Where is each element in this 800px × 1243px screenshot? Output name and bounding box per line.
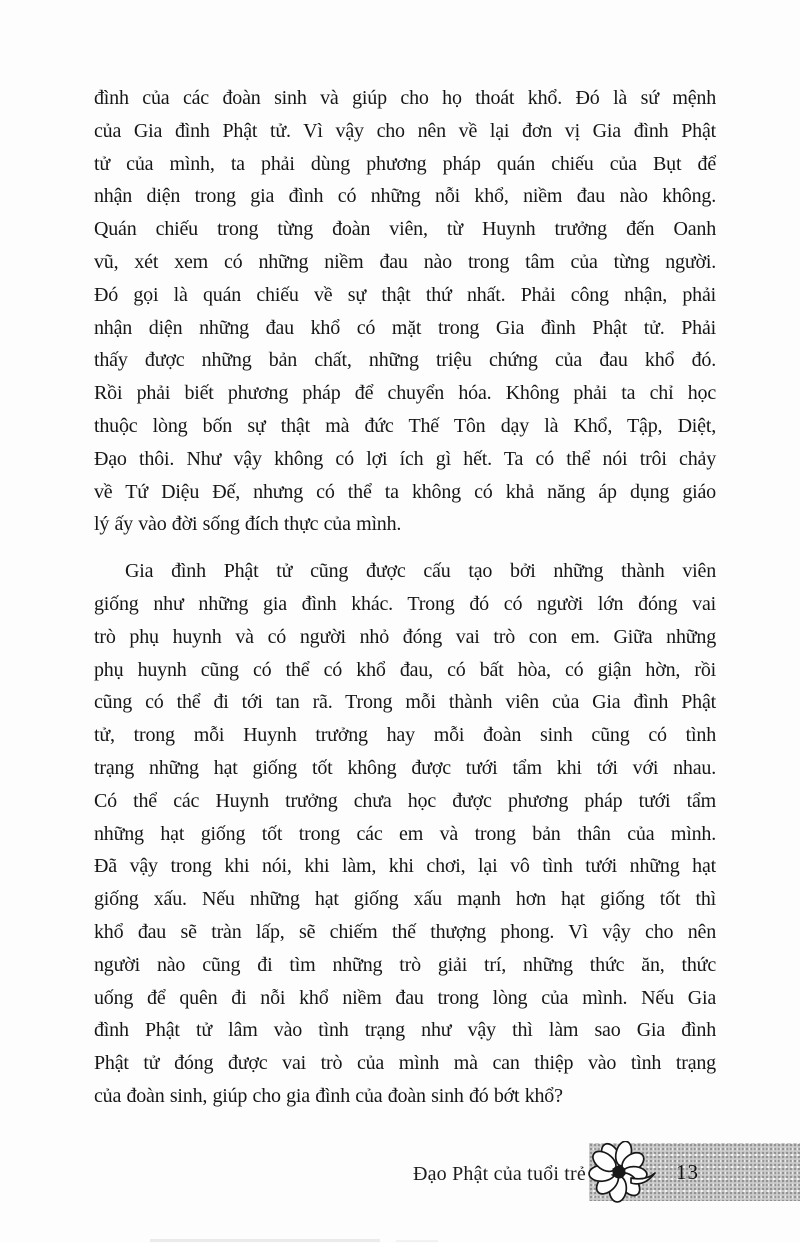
text-line: nhận diện trong gia đình có những nỗi khổ, niềm đau nào không. xyxy=(94,185,716,208)
text-line: Phật tử đóng được vai trò của mình mà can thiệp vào tình trạng xyxy=(94,1052,716,1075)
text-line: Đạo thôi. Như vậy không có lợi ích gì hết. Ta có thể nói trôi chảy xyxy=(94,447,716,470)
text-line: Đó gọi là quán chiếu về sự thật thứ nhất. Phải công nhận, phải xyxy=(94,283,716,306)
text-line: vũ, xét xem có những niềm đau nào trong tâm của từng người. xyxy=(94,250,716,273)
text-line: tử, trong mỗi Huynh trưởng hay mỗi đoàn sinh cũng có tình xyxy=(94,724,716,747)
text-line: Đã vậy trong khi nói, khi làm, khi chơi, lại vô tình tưới những hạt xyxy=(94,855,716,878)
text-line: Rồi phải biết phương pháp để chuyển hóa. Không phải ta chỉ học xyxy=(94,382,716,405)
scan-artifact-dash xyxy=(396,1240,438,1242)
text-line: những hạt giống tốt trong các em và trong bản thân của mình. xyxy=(94,822,716,845)
lotus-flower-icon xyxy=(581,1141,665,1203)
scan-artifact-strip xyxy=(150,1239,380,1242)
text-line: giống như những gia đình khác. Trong đó có người lớn đóng vai xyxy=(94,592,716,615)
text-line: về Tứ Diệu Đế, nhưng có thể ta không có khả năng áp dụng giáo xyxy=(94,480,716,503)
body-text xyxy=(94,82,716,1113)
text-line: thấy được những bản chất, những triệu chứng của đau khổ đó. xyxy=(94,349,716,372)
text-line: đình Phật tử lâm vào tình trạng như vậy thì làm sao Gia đình xyxy=(94,1019,716,1042)
text-line: trạng những hạt giống tốt không được tưới tẩm khi tới với nhau. xyxy=(94,756,716,779)
text-line: của Gia đình Phật tử. Vì vậy cho nên về lại đơn vị Gia đình Phật xyxy=(94,119,716,142)
text-line: Quán chiếu trong từng đoàn viên, từ Huynh trưởng đến Oanh xyxy=(94,218,716,241)
paragraph xyxy=(94,82,716,541)
running-footer-book-title: Đạo Phật của tuổi trẻ xyxy=(412,1163,586,1185)
text-line: người nào cũng đi tìm những trò giải trí, những thức ăn, thức xyxy=(94,953,716,976)
page-number: 13 xyxy=(676,1160,699,1184)
text-line: đình của các đoàn sinh và giúp cho họ thoát khổ. Đó là sứ mệnh xyxy=(94,87,716,109)
text-line: giống xấu. Nếu những hạt giống xấu mạnh hơn hạt giống tốt thì xyxy=(94,888,716,911)
text-line: uống để quên đi nỗi khổ niềm đau trong lòng của mình. Nếu Gia xyxy=(94,986,716,1009)
text-line: khổ đau sẽ tràn lấp, sẽ chiếm thế thượng phong. Vì vậy cho nên xyxy=(94,920,716,943)
text-line: Gia đình Phật tử cũng được cấu tạo bởi những thành viên xyxy=(125,560,716,583)
text-line: tử của mình, ta phải dùng phương pháp quán chiếu của Bụt để xyxy=(94,152,716,175)
text-line: nhận diện những đau khổ có mặt trong Gia đình Phật tử. Phải xyxy=(94,316,716,339)
text-line: thuộc lòng bốn sự thật mà đức Thế Tôn dạy là Khổ, Tập, Diệt, xyxy=(94,414,716,437)
text-line: phụ huynh cũng có thể có khổ đau, có bất hòa, có giận hờn, rồi xyxy=(94,658,716,681)
text-line: cũng có thể đi tới tan rã. Trong mỗi thành viên của Gia đình Phật xyxy=(94,691,716,714)
text-line: trò phụ huynh và có người nhỏ đóng vai trò con em. Giữa những xyxy=(94,625,716,648)
text-line: của đoàn sinh, giúp cho gia đình của đoàn sinh đó bớt khổ? xyxy=(94,1084,563,1107)
text-line: Có thể các Huynh trưởng chưa học được phương pháp tưới tẩm xyxy=(94,789,716,812)
paragraph xyxy=(94,555,716,1113)
text-line: lý ấy vào đời sống đích thực của mình. xyxy=(94,513,402,536)
